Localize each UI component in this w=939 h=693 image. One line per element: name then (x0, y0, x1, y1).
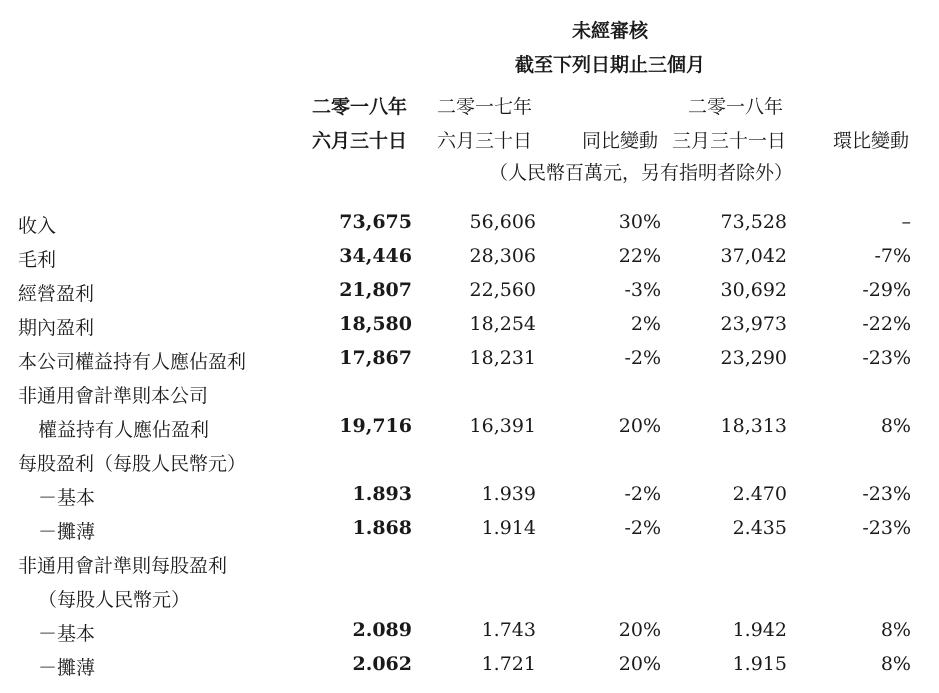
row-label: 收入 (18, 215, 57, 237)
table-row (0, 347, 939, 377)
row-label: －基本 (38, 487, 96, 509)
period-heading: 截至下列日期止三個月 (514, 54, 705, 76)
cell-col4: 1.942 (732, 619, 787, 641)
row-label: －基本 (38, 623, 96, 645)
row-label: 非通用會計準則本公司 (18, 385, 209, 407)
cell-col5: 8% (880, 415, 911, 437)
table-row (0, 483, 939, 513)
row-label: －攤薄 (38, 657, 96, 679)
row-label: 毛利 (18, 249, 57, 271)
cell-col4: 18,313 (720, 415, 787, 437)
table-row (0, 211, 939, 241)
row-label: 非通用會計準則每股盈利 (18, 555, 228, 577)
cell-col4: 73,528 (720, 211, 787, 233)
table-row (0, 313, 939, 343)
col3-header: 同比變動 (582, 130, 659, 152)
table-row (0, 653, 939, 683)
row-label: 期內盈利 (18, 317, 95, 339)
cell-col1: 2.089 (352, 619, 412, 641)
cell-col2: 1.743 (481, 619, 536, 641)
cell-col1: 1.893 (352, 483, 412, 505)
table-row (0, 381, 939, 411)
unit-note: （人民幣百萬元，另有指明者除外） (488, 162, 793, 184)
table-row (0, 517, 939, 547)
cell-col4: 23,290 (720, 347, 787, 369)
cell-col3: -2% (624, 517, 661, 539)
cell-col1: 21,807 (339, 279, 412, 301)
cell-col3: 30% (618, 211, 661, 233)
cell-col1: 17,867 (339, 347, 412, 369)
cell-col2: 56,606 (469, 211, 536, 233)
row-label: －攤薄 (38, 521, 96, 543)
cell-col1: 1.868 (352, 517, 412, 539)
cell-col2: 28,306 (469, 245, 536, 267)
table-row (0, 245, 939, 275)
table-row (0, 279, 939, 309)
cell-col3: 20% (618, 619, 661, 641)
col5-header: 環比變動 (833, 130, 910, 152)
cell-col5: 8% (880, 619, 911, 641)
cell-col4: 2.435 (732, 517, 787, 539)
col2-year-header: 二零一七年 (437, 96, 533, 118)
table-row (0, 551, 939, 581)
cell-col5: -7% (874, 245, 911, 267)
cell-col4: 23,973 (720, 313, 787, 335)
cell-col3: 2% (630, 313, 661, 335)
cell-col2: 1.939 (481, 483, 536, 505)
col2-date-header: 六月三十日 (437, 130, 533, 152)
cell-col2: 18,254 (469, 313, 536, 335)
cell-col4: 30,692 (720, 279, 787, 301)
cell-col3: -2% (624, 347, 661, 369)
cell-col2: 1.914 (481, 517, 536, 539)
col4-year-header: 二零一八年 (688, 96, 784, 118)
cell-col5: 8% (880, 653, 911, 675)
cell-col3: 20% (618, 415, 661, 437)
cell-col3: 22% (618, 245, 661, 267)
table-row (0, 619, 939, 649)
cell-col1: 19,716 (339, 415, 412, 437)
cell-col4: 37,042 (720, 245, 787, 267)
cell-col2: 1.721 (481, 653, 536, 675)
cell-col3: -3% (624, 279, 661, 301)
cell-col5: -29% (862, 279, 911, 301)
cell-col2: 16,391 (469, 415, 536, 437)
table-row (0, 585, 939, 615)
row-label: 經營盈利 (18, 283, 95, 305)
cell-col1: 18,580 (339, 313, 412, 335)
cell-col2: 18,231 (469, 347, 536, 369)
cell-col5: -23% (862, 483, 911, 505)
cell-col1: 2.062 (352, 653, 412, 675)
cell-col5: – (901, 211, 911, 233)
cell-col5: -22% (862, 313, 911, 335)
cell-col3: -2% (624, 483, 661, 505)
cell-col4: 1.915 (732, 653, 787, 675)
cell-col5: -23% (862, 517, 911, 539)
table-row (0, 415, 939, 445)
col1-date-header: 六月三十日 (312, 130, 408, 152)
row-label: （每股人民幣元） (38, 589, 191, 611)
unaudited-heading: 未經審核 (571, 20, 648, 42)
row-label: 每股盈利（每股人民幣元） (18, 453, 247, 475)
col4-date-header: 三月三十一日 (672, 130, 787, 152)
table-row (0, 449, 939, 479)
cell-col4: 2.470 (732, 483, 787, 505)
cell-col1: 73,675 (339, 211, 412, 233)
cell-col2: 22,560 (469, 279, 536, 301)
col1-year-header: 二零一八年 (312, 96, 408, 118)
cell-col3: 20% (618, 653, 661, 675)
row-label: 本公司權益持有人應佔盈利 (18, 351, 247, 373)
cell-col1: 34,446 (339, 245, 412, 267)
row-label: 權益持有人應佔盈利 (38, 419, 210, 441)
cell-col5: -23% (862, 347, 911, 369)
